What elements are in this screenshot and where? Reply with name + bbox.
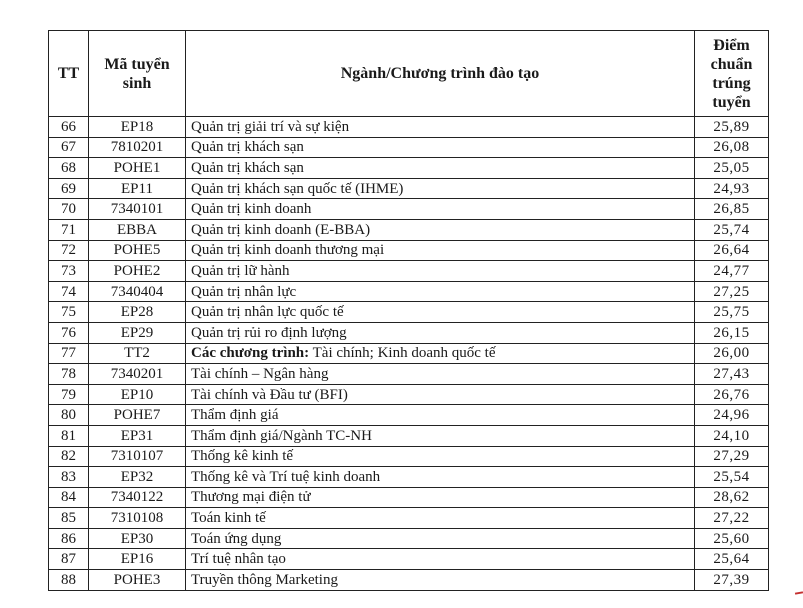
table-row [49,240,769,261]
row-number: 66 [49,117,89,138]
admission-code: EP16 [89,549,186,570]
program-name-text: Quản trị nhân lực quốc tế [191,304,344,321]
program-name [186,384,695,405]
admission-code: EP18 [89,117,186,138]
row-number: 69 [49,178,89,199]
admission-code: 7340101 [89,199,186,220]
program-name-text: Tài chính – Ngân hàng [191,365,329,382]
cutoff-score: 26,00 [695,343,769,364]
program-name [186,487,695,508]
program-name [186,508,695,529]
cutoff-score: 27,39 [695,570,769,591]
program-name-text: Quản trị kinh doanh [191,201,312,218]
row-number: 71 [49,219,89,240]
admission-code: 7340122 [89,487,186,508]
program-name-text: Quản trị lữ hành [191,262,290,279]
row-number: 74 [49,281,89,302]
admission-code: EP29 [89,322,186,343]
program-name-text: Quản trị khách sạn [191,139,304,156]
program-name [186,446,695,467]
table-row [49,364,769,385]
program-name-text: Thống kê và Trí tuệ kinh doanh [191,468,381,485]
header-program: Ngành/Chương trình đào tạo [186,31,695,117]
table-row [49,384,769,405]
row-number: 72 [49,240,89,261]
program-name [186,528,695,549]
program-name [186,199,695,220]
table-row [49,343,769,364]
admission-code: 7340404 [89,281,186,302]
table-row [49,467,769,488]
admission-code: EP32 [89,467,186,488]
program-name [186,467,695,488]
cutoff-score: 26,85 [695,199,769,220]
table-row [49,549,769,570]
table-row [49,528,769,549]
program-name-text: Thẩm định giá/Ngành TC-NH [191,427,372,444]
header-tt: TT [49,31,89,117]
table-row [49,302,769,323]
admission-code: EP30 [89,528,186,549]
admission-code: EP10 [89,384,186,405]
program-name-text: Thương mại điện tử [191,489,311,506]
program-name-text: Quản trị khách sạn quốc tế (IHME) [191,180,404,197]
admission-code: 7810201 [89,137,186,158]
cutoff-score: 26,08 [695,137,769,158]
program-name [186,570,695,591]
table-row [49,261,769,282]
cutoff-score: 28,62 [695,487,769,508]
row-number: 77 [49,343,89,364]
cutoff-score: 25,05 [695,158,769,179]
admission-code: EP11 [89,178,186,199]
program-name [186,137,695,158]
cutoff-score: 26,76 [695,384,769,405]
program-name-text: Quản trị kinh doanh (E-BBA) [191,221,371,238]
program-name-text: Tài chính và Đầu tư (BFI) [191,386,348,403]
table-row [49,508,769,529]
program-name-text: Tài chính; Kinh doanh quốc tế [309,345,496,362]
header-score: Điểm chuẩn trúng tuyển [695,31,769,117]
row-number: 75 [49,302,89,323]
table-row [49,117,769,138]
admission-scores-table [48,30,769,591]
row-number: 70 [49,199,89,220]
table-row [49,487,769,508]
table-row [49,158,769,179]
program-name-text: Truyền thông Marketing [191,571,338,588]
program-name [186,240,695,261]
program-group-prefix: Các chương trình: [191,345,310,362]
cutoff-score: 27,43 [695,364,769,385]
admission-code: POHE3 [89,570,186,591]
cutoff-score: 25,89 [695,117,769,138]
cutoff-score: 26,64 [695,240,769,261]
row-number: 81 [49,425,89,446]
row-number: 84 [49,487,89,508]
table-row [49,570,769,591]
table-row [49,405,769,426]
program-name [186,158,695,179]
program-name [186,281,695,302]
program-name [186,117,695,138]
admission-code: EBBA [89,219,186,240]
row-number: 73 [49,261,89,282]
program-name [186,302,695,323]
cutoff-score: 24,96 [695,405,769,426]
row-number: 76 [49,322,89,343]
admission-code: 7310108 [89,508,186,529]
red-pen-mark [795,591,803,594]
cutoff-score: 25,64 [695,549,769,570]
cutoff-score: 25,75 [695,302,769,323]
table-body [49,117,769,591]
cutoff-score: 26,15 [695,322,769,343]
program-name-text: Thẩm định giá [191,407,279,424]
cutoff-score: 27,25 [695,281,769,302]
header-code: Mã tuyển sinh [89,31,186,117]
program-name-text: Quản trị rủi ro định lượng [191,324,347,341]
admission-code: EP31 [89,425,186,446]
admission-code: POHE1 [89,158,186,179]
table-row [49,178,769,199]
table-row [49,446,769,467]
cutoff-score: 25,74 [695,219,769,240]
admission-code: EP28 [89,302,186,323]
program-name [186,549,695,570]
document-sheet [48,30,769,591]
program-name-text: Quản trị nhân lực [191,283,297,300]
program-name [186,219,695,240]
row-number: 87 [49,549,89,570]
table-row [49,199,769,220]
program-name-text: Toán kinh tế [191,510,266,527]
program-name-text: Toán ứng dụng [191,530,282,547]
cutoff-score: 25,60 [695,528,769,549]
admission-code: 7310107 [89,446,186,467]
table-row [49,219,769,240]
table-row [49,322,769,343]
cutoff-score: 27,22 [695,508,769,529]
cutoff-score: 24,93 [695,178,769,199]
admission-code: POHE5 [89,240,186,261]
program-name-text: Quản trị khách sạn [191,159,304,176]
program-name-text: Thống kê kinh tế [191,448,294,465]
header-row [49,31,769,117]
row-number: 82 [49,446,89,467]
cutoff-score: 27,29 [695,446,769,467]
admission-code: 7340201 [89,364,186,385]
program-name-text: Quản trị giải trí và sự kiện [191,118,350,135]
program-name [186,425,695,446]
row-number: 80 [49,405,89,426]
table-row [49,281,769,302]
row-number: 86 [49,528,89,549]
row-number: 68 [49,158,89,179]
row-number: 88 [49,570,89,591]
cutoff-score: 24,77 [695,261,769,282]
program-name-text: Quản trị kinh doanh thương mại [191,242,385,259]
table-row [49,425,769,446]
row-number: 79 [49,384,89,405]
program-name [186,364,695,385]
program-name [186,178,695,199]
row-number: 78 [49,364,89,385]
program-name [186,322,695,343]
cutoff-score: 24,10 [695,425,769,446]
program-name [186,343,695,364]
row-number: 83 [49,467,89,488]
admission-code: POHE2 [89,261,186,282]
program-name [186,261,695,282]
admission-code: POHE7 [89,405,186,426]
cutoff-score: 25,54 [695,467,769,488]
table-row [49,137,769,158]
row-number: 85 [49,508,89,529]
program-name [186,405,695,426]
table-header [49,31,769,117]
row-number: 67 [49,137,89,158]
admission-code: TT2 [89,343,186,364]
program-name-text: Trí tuệ nhân tạo [191,551,286,568]
